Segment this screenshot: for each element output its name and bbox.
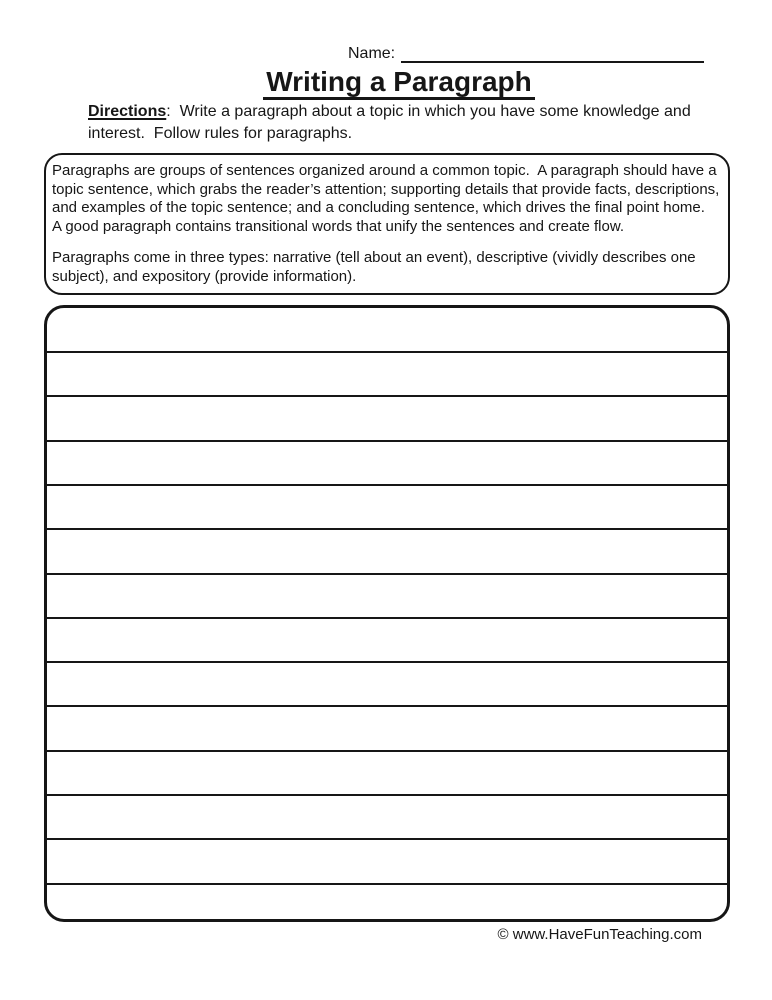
info-box-line: topic sentence, which grabs the reader’s attention; supporting details that provide facts, descriptions,	[52, 180, 720, 198]
writing-rule-line	[47, 440, 727, 442]
page-title: Writing a Paragraph	[263, 67, 535, 100]
footer-credit: © www.HaveFunTeaching.com	[497, 926, 702, 943]
writing-rule-line	[47, 351, 727, 353]
info-box-line: Paragraphs are groups of sentences organized around a common topic. A paragraph should have a	[52, 162, 717, 179]
directions-text: : Write a paragraph about a topic in which you have some knowledge and interest. Follow rules for paragraphs.	[88, 103, 696, 142]
writing-rule-line	[47, 705, 727, 707]
directions	[88, 101, 696, 145]
writing-rule-line	[47, 750, 727, 752]
info-box-line: and examples of the topic sentence; and a concluding sentence, which drives the final point home.	[52, 199, 705, 217]
writing-rule-line	[47, 573, 727, 575]
info-box-line: Paragraphs come in three types: narrative (tell about an event), descriptive (vividly describes one	[52, 249, 696, 267]
writing-area	[44, 305, 730, 922]
info-box-line: subject), and expository (provide information).	[52, 267, 357, 285]
writing-rule-line	[47, 661, 727, 663]
writing-rule-line	[47, 794, 727, 796]
info-box	[44, 153, 730, 295]
title-wrap	[0, 67, 772, 100]
writing-rule-line	[47, 395, 727, 397]
writing-rule-line	[47, 838, 727, 840]
writing-rule-line	[47, 528, 727, 530]
writing-rule-line	[47, 617, 727, 619]
writing-rule-line	[47, 484, 727, 486]
directions-label: Directions	[88, 103, 167, 120]
info-box-line	[52, 236, 724, 249]
name-row	[348, 45, 704, 63]
info-box-line: A good paragraph contains transitional words that unify the sentences and create flow.	[52, 217, 625, 235]
writing-rule-line	[47, 883, 727, 885]
name-fill-line	[401, 45, 704, 63]
name-label: Name:	[348, 45, 396, 62]
